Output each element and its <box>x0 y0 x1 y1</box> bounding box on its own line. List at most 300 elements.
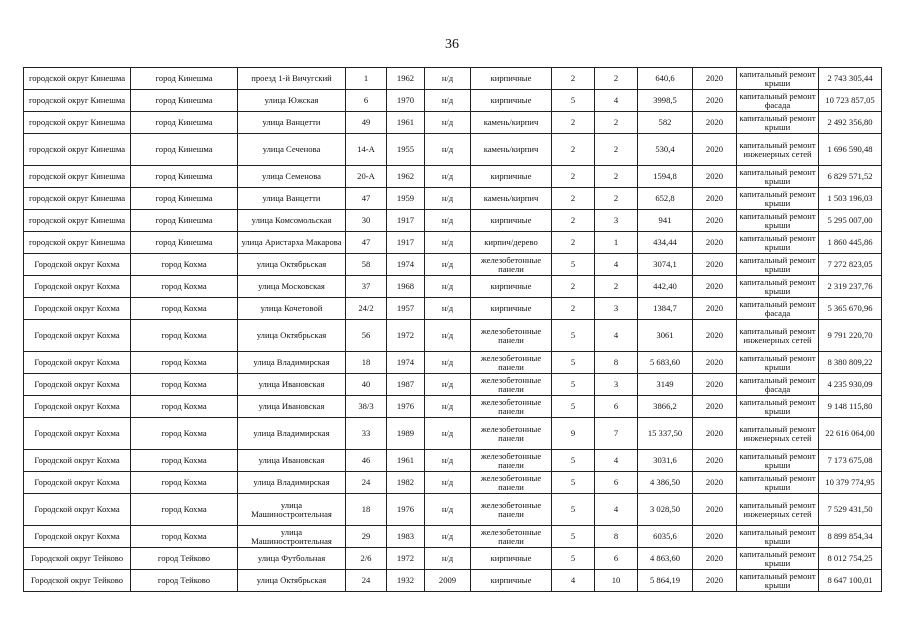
floors-cell: 5 <box>552 90 595 112</box>
district-cell: Городской округ Кохма <box>24 276 131 298</box>
house-number-cell: 29 <box>346 526 387 548</box>
floors-cell: 9 <box>552 418 595 450</box>
entrances-cell: 3 <box>595 374 638 396</box>
floors-cell: 2 <box>552 166 595 188</box>
table-row <box>24 374 882 396</box>
house-number-cell: 20-А <box>346 166 387 188</box>
cost-cell: 2 743 305,44 <box>819 68 882 90</box>
work-year-cell: 2020 <box>693 112 737 134</box>
street-cell: улица Ванцетти <box>238 188 346 210</box>
entrances-cell: 4 <box>595 494 638 526</box>
house-number-cell: 24 <box>346 472 387 494</box>
area-cell: 3074,1 <box>638 254 693 276</box>
street-cell: улица Владимирская <box>238 352 346 374</box>
entrances-cell: 4 <box>595 320 638 352</box>
entrances-cell: 7 <box>595 418 638 450</box>
year-overhaul-cell: н/д <box>425 298 471 320</box>
floors-cell: 2 <box>552 210 595 232</box>
work-type-cell: капитальный ремонт крыши <box>737 210 819 232</box>
year-built-cell: 1972 <box>387 548 425 570</box>
house-number-cell: 24 <box>346 570 387 592</box>
floors-cell: 2 <box>552 112 595 134</box>
cost-cell: 1 696 590,48 <box>819 134 882 166</box>
year-built-cell: 1972 <box>387 320 425 352</box>
house-number-cell: 1 <box>346 68 387 90</box>
street-cell: улица Октябрьская <box>238 320 346 352</box>
house-number-cell: 2/6 <box>346 548 387 570</box>
district-cell: городской округ Кинешма <box>24 90 131 112</box>
area-cell: 941 <box>638 210 693 232</box>
wall-material-cell: железобетонные панели <box>471 494 552 526</box>
work-year-cell: 2020 <box>693 320 737 352</box>
table-row <box>24 112 882 134</box>
city-cell: город Кинешма <box>131 134 238 166</box>
table-row <box>24 90 882 112</box>
cost-cell: 8 380 809,22 <box>819 352 882 374</box>
floors-cell: 2 <box>552 68 595 90</box>
table-row <box>24 210 882 232</box>
work-type-cell: капитальный ремонт крыши <box>737 112 819 134</box>
entrances-cell: 6 <box>595 396 638 418</box>
city-cell: город Кохма <box>131 450 238 472</box>
floors-cell: 5 <box>552 450 595 472</box>
district-cell: городской округ Кинешма <box>24 232 131 254</box>
year-built-cell: 1987 <box>387 374 425 396</box>
work-type-cell: капитальный ремонт крыши <box>737 526 819 548</box>
city-cell: город Кохма <box>131 254 238 276</box>
floors-cell: 2 <box>552 188 595 210</box>
work-year-cell: 2020 <box>693 396 737 418</box>
entrances-cell: 3 <box>595 210 638 232</box>
entrances-cell: 4 <box>595 90 638 112</box>
cost-cell: 10 379 774,95 <box>819 472 882 494</box>
work-year-cell: 2020 <box>693 494 737 526</box>
district-cell: Городской округ Кохма <box>24 396 131 418</box>
area-cell: 3031,6 <box>638 450 693 472</box>
cost-cell: 7 173 675,08 <box>819 450 882 472</box>
house-number-cell: 33 <box>346 418 387 450</box>
area-cell: 652,8 <box>638 188 693 210</box>
cost-cell: 2 319 237,76 <box>819 276 882 298</box>
district-cell: Городской округ Кохма <box>24 298 131 320</box>
year-overhaul-cell: н/д <box>425 210 471 232</box>
wall-material-cell: железобетонные панели <box>471 450 552 472</box>
work-year-cell: 2020 <box>693 418 737 450</box>
work-type-cell: капитальный ремонт крыши <box>737 68 819 90</box>
cost-cell: 10 723 857,05 <box>819 90 882 112</box>
floors-cell: 5 <box>552 548 595 570</box>
city-cell: город Кинешма <box>131 210 238 232</box>
year-built-cell: 1962 <box>387 68 425 90</box>
work-year-cell: 2020 <box>693 134 737 166</box>
district-cell: Городской округ Кохма <box>24 418 131 450</box>
street-cell: улица Октябрьская <box>238 570 346 592</box>
table-row <box>24 418 882 450</box>
floors-cell: 2 <box>552 298 595 320</box>
area-cell: 1384,7 <box>638 298 693 320</box>
cost-cell: 5 365 670,96 <box>819 298 882 320</box>
city-cell: город Кинешма <box>131 188 238 210</box>
year-built-cell: 1961 <box>387 450 425 472</box>
work-type-cell: капитальный ремонт крыши <box>737 352 819 374</box>
wall-material-cell: железобетонные панели <box>471 418 552 450</box>
city-cell: город Кохма <box>131 526 238 548</box>
work-type-cell: капитальный ремонт фасада <box>737 298 819 320</box>
wall-material-cell: кирпичные <box>471 90 552 112</box>
table-row <box>24 472 882 494</box>
city-cell: город Кохма <box>131 374 238 396</box>
entrances-cell: 8 <box>595 526 638 548</box>
district-cell: городской округ Кинешма <box>24 134 131 166</box>
work-year-cell: 2020 <box>693 352 737 374</box>
table-row <box>24 396 882 418</box>
street-cell: улица Южская <box>238 90 346 112</box>
wall-material-cell: железобетонные панели <box>471 472 552 494</box>
year-overhaul-cell: н/д <box>425 134 471 166</box>
district-cell: городской округ Кинешма <box>24 112 131 134</box>
cost-cell: 8 012 754,25 <box>819 548 882 570</box>
floors-cell: 5 <box>552 526 595 548</box>
house-number-cell: 47 <box>346 232 387 254</box>
wall-material-cell: кирпичные <box>471 166 552 188</box>
year-built-cell: 1976 <box>387 396 425 418</box>
area-cell: 1594,8 <box>638 166 693 188</box>
work-year-cell: 2020 <box>693 548 737 570</box>
work-type-cell: капитальный ремонт крыши <box>737 396 819 418</box>
year-built-cell: 1976 <box>387 494 425 526</box>
district-cell: городской округ Кинешма <box>24 166 131 188</box>
table-row <box>24 320 882 352</box>
work-type-cell: капитальный ремонт крыши <box>737 254 819 276</box>
street-cell: улица Московская <box>238 276 346 298</box>
entrances-cell: 8 <box>595 352 638 374</box>
year-overhaul-cell: н/д <box>425 112 471 134</box>
city-cell: город Кинешма <box>131 68 238 90</box>
floors-cell: 2 <box>552 276 595 298</box>
city-cell: город Кохма <box>131 298 238 320</box>
year-overhaul-cell: н/д <box>425 374 471 396</box>
entrances-cell: 2 <box>595 276 638 298</box>
street-cell: улица Ивановская <box>238 374 346 396</box>
area-cell: 3149 <box>638 374 693 396</box>
area-cell: 3 028,50 <box>638 494 693 526</box>
year-overhaul-cell: н/д <box>425 232 471 254</box>
year-overhaul-cell: н/д <box>425 188 471 210</box>
area-cell: 3866,2 <box>638 396 693 418</box>
cost-cell: 8 899 854,34 <box>819 526 882 548</box>
house-number-cell: 38/3 <box>346 396 387 418</box>
city-cell: город Кинешма <box>131 232 238 254</box>
year-built-cell: 1955 <box>387 134 425 166</box>
area-cell: 530,4 <box>638 134 693 166</box>
work-type-cell: капитальный ремонт фасада <box>737 374 819 396</box>
entrances-cell: 2 <box>595 112 638 134</box>
area-cell: 5 683,60 <box>638 352 693 374</box>
street-cell: улица Ивановская <box>238 450 346 472</box>
work-type-cell: капитальный ремонт крыши <box>737 276 819 298</box>
entrances-cell: 3 <box>595 298 638 320</box>
work-year-cell: 2020 <box>693 276 737 298</box>
wall-material-cell: камень/кирпич <box>471 188 552 210</box>
work-type-cell: капитальный ремонт инженерных сетей <box>737 320 819 352</box>
table-row <box>24 134 882 166</box>
year-overhaul-cell: н/д <box>425 526 471 548</box>
area-cell: 3061 <box>638 320 693 352</box>
district-cell: Городской округ Кохма <box>24 352 131 374</box>
city-cell: город Кохма <box>131 320 238 352</box>
city-cell: город Тейково <box>131 548 238 570</box>
house-number-cell: 6 <box>346 90 387 112</box>
district-cell: Городской округ Кохма <box>24 254 131 276</box>
work-type-cell: капитальный ремонт крыши <box>737 450 819 472</box>
floors-cell: 5 <box>552 374 595 396</box>
district-cell: Городской округ Кохма <box>24 374 131 396</box>
cost-cell: 8 647 100,01 <box>819 570 882 592</box>
year-overhaul-cell: н/д <box>425 352 471 374</box>
district-cell: Городской округ Кохма <box>24 320 131 352</box>
floors-cell: 2 <box>552 134 595 166</box>
area-cell: 434,44 <box>638 232 693 254</box>
street-cell: улица Футбольная <box>238 548 346 570</box>
entrances-cell: 6 <box>595 472 638 494</box>
entrances-cell: 4 <box>595 450 638 472</box>
cost-cell: 22 616 064,00 <box>819 418 882 450</box>
year-built-cell: 1917 <box>387 210 425 232</box>
house-number-cell: 18 <box>346 352 387 374</box>
work-type-cell: капитальный ремонт инженерных сетей <box>737 134 819 166</box>
wall-material-cell: железобетонные панели <box>471 374 552 396</box>
district-cell: Городской округ Кохма <box>24 472 131 494</box>
wall-material-cell: кирпичные <box>471 210 552 232</box>
table-row <box>24 166 882 188</box>
entrances-cell: 2 <box>595 68 638 90</box>
area-cell: 4 863,60 <box>638 548 693 570</box>
work-year-cell: 2020 <box>693 210 737 232</box>
housing-repair-table <box>23 67 882 592</box>
street-cell: улица Ивановская <box>238 396 346 418</box>
work-year-cell: 2020 <box>693 90 737 112</box>
cost-cell: 1 503 196,03 <box>819 188 882 210</box>
table-row <box>24 450 882 472</box>
table-body <box>24 68 882 592</box>
cost-cell: 5 295 007,00 <box>819 210 882 232</box>
year-overhaul-cell: н/д <box>425 396 471 418</box>
cost-cell: 6 829 571,52 <box>819 166 882 188</box>
cost-cell: 9 148 115,80 <box>819 396 882 418</box>
work-year-cell: 2020 <box>693 166 737 188</box>
year-overhaul-cell: н/д <box>425 68 471 90</box>
year-built-cell: 1917 <box>387 232 425 254</box>
house-number-cell: 30 <box>346 210 387 232</box>
year-built-cell: 1983 <box>387 526 425 548</box>
wall-material-cell: кирпич/дерево <box>471 232 552 254</box>
work-type-cell: капитальный ремонт фасада <box>737 90 819 112</box>
table-row <box>24 298 882 320</box>
year-overhaul-cell: н/д <box>425 320 471 352</box>
year-overhaul-cell: 2009 <box>425 570 471 592</box>
city-cell: город Тейково <box>131 570 238 592</box>
table-row <box>24 526 882 548</box>
work-type-cell: капитальный ремонт крыши <box>737 188 819 210</box>
house-number-cell: 40 <box>346 374 387 396</box>
floors-cell: 5 <box>552 254 595 276</box>
work-year-cell: 2020 <box>693 254 737 276</box>
work-year-cell: 2020 <box>693 472 737 494</box>
city-cell: город Кохма <box>131 276 238 298</box>
year-built-cell: 1932 <box>387 570 425 592</box>
house-number-cell: 47 <box>346 188 387 210</box>
year-overhaul-cell: н/д <box>425 472 471 494</box>
entrances-cell: 1 <box>595 232 638 254</box>
district-cell: Городской округ Кохма <box>24 526 131 548</box>
street-cell: улица Сеченова <box>238 134 346 166</box>
area-cell: 15 337,50 <box>638 418 693 450</box>
area-cell: 582 <box>638 112 693 134</box>
work-type-cell: капитальный ремонт крыши <box>737 570 819 592</box>
wall-material-cell: железобетонные панели <box>471 320 552 352</box>
table-row <box>24 548 882 570</box>
wall-material-cell: кирпичные <box>471 548 552 570</box>
street-cell: улица Машиностроительная <box>238 494 346 526</box>
floors-cell: 2 <box>552 232 595 254</box>
house-number-cell: 46 <box>346 450 387 472</box>
street-cell: улица Ванцетти <box>238 112 346 134</box>
district-cell: городской округ Кинешма <box>24 68 131 90</box>
wall-material-cell: железобетонные панели <box>471 254 552 276</box>
year-built-cell: 1957 <box>387 298 425 320</box>
year-built-cell: 1989 <box>387 418 425 450</box>
year-built-cell: 1961 <box>387 112 425 134</box>
street-cell: улица Октябрьская <box>238 254 346 276</box>
entrances-cell: 4 <box>595 254 638 276</box>
year-overhaul-cell: н/д <box>425 254 471 276</box>
district-cell: Городской округ Тейково <box>24 548 131 570</box>
house-number-cell: 56 <box>346 320 387 352</box>
work-year-cell: 2020 <box>693 68 737 90</box>
area-cell: 3998,5 <box>638 90 693 112</box>
city-cell: город Кохма <box>131 396 238 418</box>
entrances-cell: 6 <box>595 548 638 570</box>
district-cell: городской округ Кинешма <box>24 188 131 210</box>
wall-material-cell: кирпичные <box>471 298 552 320</box>
street-cell: улица Комсомольская <box>238 210 346 232</box>
work-year-cell: 2020 <box>693 188 737 210</box>
year-built-cell: 1974 <box>387 352 425 374</box>
year-built-cell: 1974 <box>387 254 425 276</box>
district-cell: Городской округ Кохма <box>24 494 131 526</box>
wall-material-cell: кирпичные <box>471 570 552 592</box>
work-type-cell: капитальный ремонт крыши <box>737 166 819 188</box>
floors-cell: 5 <box>552 320 595 352</box>
year-overhaul-cell: н/д <box>425 276 471 298</box>
cost-cell: 7 529 431,50 <box>819 494 882 526</box>
entrances-cell: 2 <box>595 134 638 166</box>
city-cell: город Кинешма <box>131 112 238 134</box>
district-cell: Городской округ Тейково <box>24 570 131 592</box>
year-built-cell: 1982 <box>387 472 425 494</box>
floors-cell: 4 <box>552 570 595 592</box>
wall-material-cell: камень/кирпич <box>471 112 552 134</box>
wall-material-cell: кирпичные <box>471 68 552 90</box>
city-cell: город Кинешма <box>131 90 238 112</box>
floors-cell: 5 <box>552 396 595 418</box>
wall-material-cell: железобетонные панели <box>471 526 552 548</box>
house-number-cell: 14-А <box>346 134 387 166</box>
year-built-cell: 1959 <box>387 188 425 210</box>
city-cell: город Кинешма <box>131 166 238 188</box>
table-row <box>24 570 882 592</box>
wall-material-cell: железобетонные панели <box>471 352 552 374</box>
cost-cell: 1 860 445,86 <box>819 232 882 254</box>
house-number-cell: 24/2 <box>346 298 387 320</box>
entrances-cell: 2 <box>595 166 638 188</box>
street-cell: улица Владимирская <box>238 472 346 494</box>
district-cell: Городской округ Кохма <box>24 450 131 472</box>
table-row <box>24 494 882 526</box>
year-overhaul-cell: н/д <box>425 494 471 526</box>
work-year-cell: 2020 <box>693 570 737 592</box>
year-overhaul-cell: н/д <box>425 166 471 188</box>
area-cell: 442,40 <box>638 276 693 298</box>
work-year-cell: 2020 <box>693 298 737 320</box>
floors-cell: 5 <box>552 352 595 374</box>
city-cell: город Кохма <box>131 352 238 374</box>
street-cell: проезд 1-й Вичугский <box>238 68 346 90</box>
city-cell: город Кохма <box>131 494 238 526</box>
floors-cell: 5 <box>552 494 595 526</box>
house-number-cell: 49 <box>346 112 387 134</box>
house-number-cell: 58 <box>346 254 387 276</box>
entrances-cell: 10 <box>595 570 638 592</box>
year-overhaul-cell: н/д <box>425 548 471 570</box>
floors-cell: 5 <box>552 472 595 494</box>
work-year-cell: 2020 <box>693 450 737 472</box>
area-cell: 5 864,19 <box>638 570 693 592</box>
street-cell: улица Машиностроительная <box>238 526 346 548</box>
year-built-cell: 1970 <box>387 90 425 112</box>
city-cell: город Кохма <box>131 418 238 450</box>
wall-material-cell: кирпичные <box>471 276 552 298</box>
year-overhaul-cell: н/д <box>425 450 471 472</box>
table-row <box>24 276 882 298</box>
work-type-cell: капитальный ремонт инженерных сетей <box>737 494 819 526</box>
work-type-cell: капитальный ремонт инженерных сетей <box>737 418 819 450</box>
house-number-cell: 18 <box>346 494 387 526</box>
page-number: 36 <box>445 37 459 52</box>
table-row <box>24 232 882 254</box>
table-row <box>24 188 882 210</box>
street-cell: улица Кочетовой <box>238 298 346 320</box>
district-cell: городской округ Кинешма <box>24 210 131 232</box>
entrances-cell: 2 <box>595 188 638 210</box>
street-cell: улица Семенова <box>238 166 346 188</box>
area-cell: 6035,6 <box>638 526 693 548</box>
table-row <box>24 352 882 374</box>
street-cell: улица Аристарха Макарова <box>238 232 346 254</box>
work-type-cell: капитальный ремонт крыши <box>737 548 819 570</box>
work-type-cell: капитальный ремонт крыши <box>737 472 819 494</box>
area-cell: 4 386,50 <box>638 472 693 494</box>
cost-cell: 9 791 220,70 <box>819 320 882 352</box>
city-cell: город Кохма <box>131 472 238 494</box>
year-overhaul-cell: н/д <box>425 90 471 112</box>
cost-cell: 4 235 930,09 <box>819 374 882 396</box>
cost-cell: 2 492 356,80 <box>819 112 882 134</box>
house-number-cell: 37 <box>346 276 387 298</box>
table-row <box>24 68 882 90</box>
wall-material-cell: камень/кирпич <box>471 134 552 166</box>
work-type-cell: капитальный ремонт крыши <box>737 232 819 254</box>
